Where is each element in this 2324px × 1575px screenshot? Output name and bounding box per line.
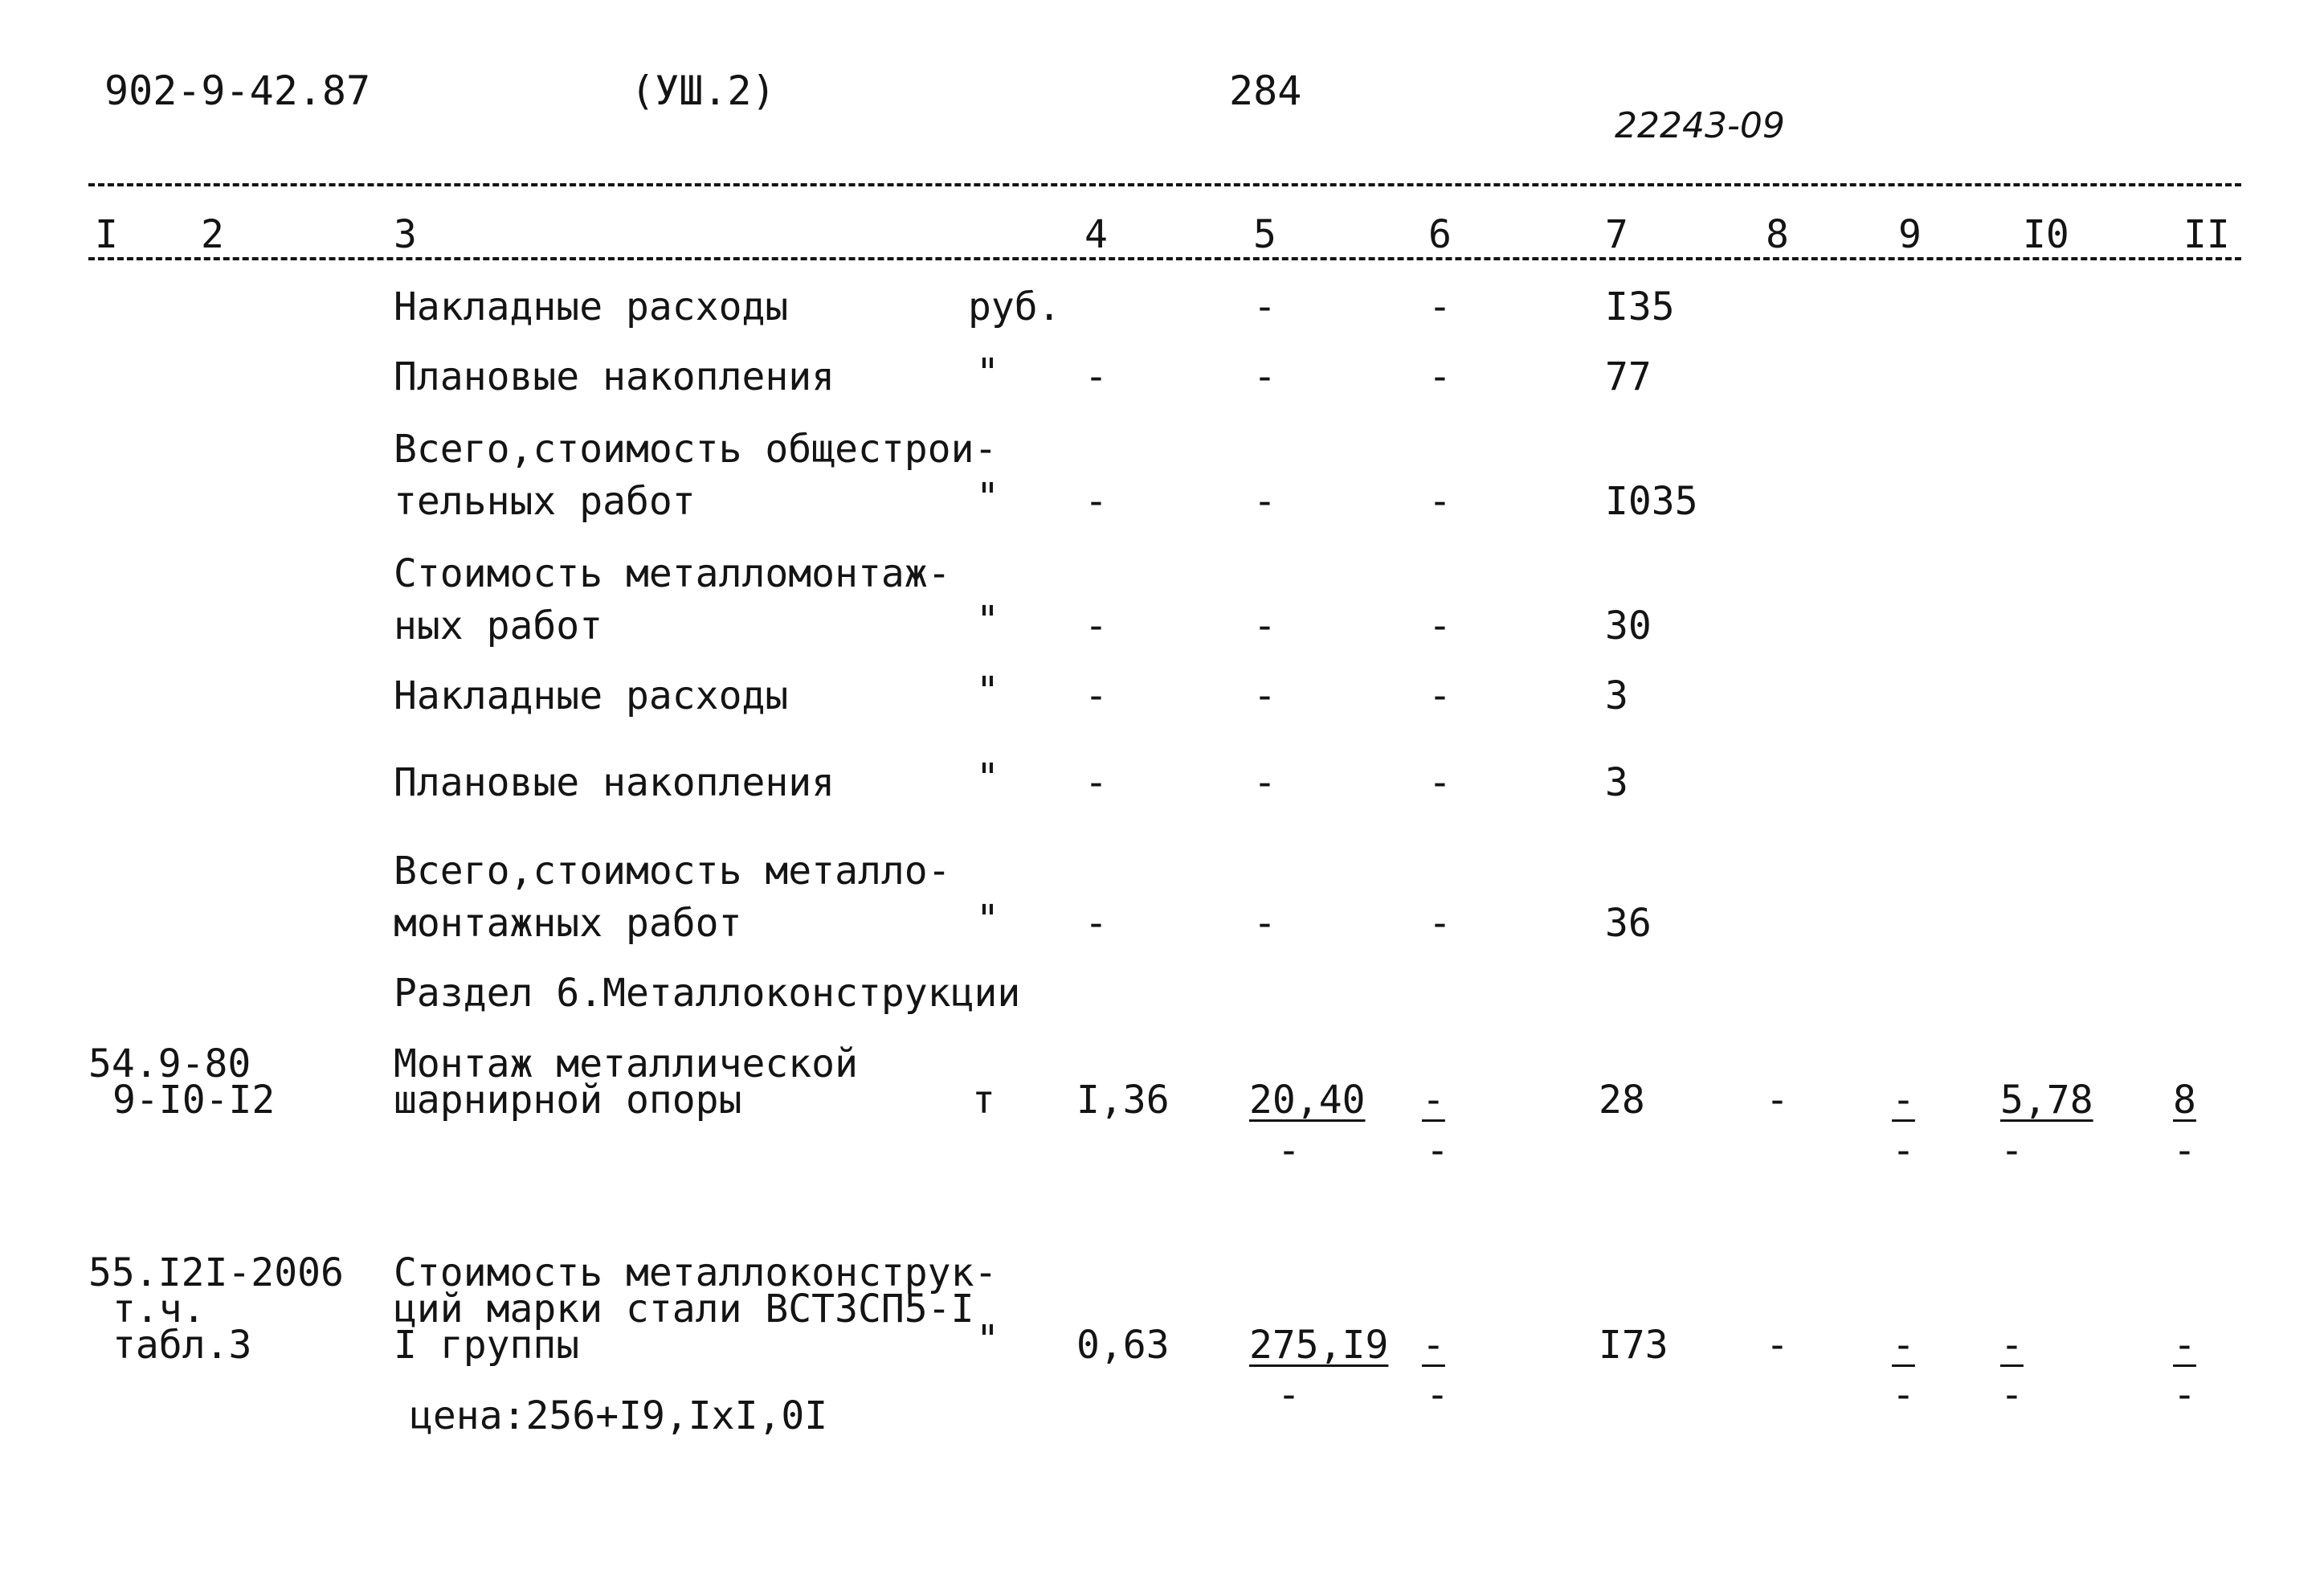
cell-col4: - <box>1084 354 1108 399</box>
row-description-line1: Стоимость металломонтаж- <box>394 551 951 596</box>
section-code: (УШ.2) <box>631 68 776 114</box>
price-note: цена:256+I9,IxI,0I <box>410 1393 828 1438</box>
cell-col9: - <box>1892 1078 1915 1123</box>
cell-col6: - <box>1428 901 1452 946</box>
row-description: Накладные расходы <box>394 673 789 718</box>
row-description: Накладные расходы <box>394 284 789 329</box>
cell-sub-col6: - <box>1426 1128 1449 1173</box>
cell-col5: - <box>1253 603 1276 648</box>
row-description-line3: I группы <box>394 1323 580 1368</box>
archive-stamp-number: 22243-09 <box>1615 105 1785 146</box>
cell-col6: - <box>1428 354 1452 399</box>
row-unit: " <box>976 475 999 520</box>
cell-col5: - <box>1253 901 1276 946</box>
cell-sub-col10: - <box>2000 1372 2024 1418</box>
cell-col6: - <box>1428 479 1452 524</box>
cell-col9: - <box>1892 1323 1915 1368</box>
cell-col7: 28 <box>1599 1078 1645 1123</box>
column-number: 8 <box>1766 212 1789 257</box>
cell-col4: - <box>1084 673 1108 718</box>
row-description-line2: монтажных работ <box>394 901 742 946</box>
cell-col11: 8 <box>2173 1078 2196 1123</box>
cell-sub-col9: - <box>1892 1128 1915 1173</box>
cell-sub-col11: - <box>2173 1128 2196 1173</box>
cell-sub-col10: - <box>2000 1128 2024 1173</box>
row-description: Плановые накопления <box>394 760 835 805</box>
cell-col4-quantity: 0,63 <box>1076 1323 1170 1368</box>
column-number: 4 <box>1084 212 1108 257</box>
cell-col7: 36 <box>1605 901 1652 946</box>
row-unit: " <box>976 897 999 942</box>
item-code-line1: 55.I2I-2006 <box>88 1250 344 1295</box>
row-unit: т <box>972 1078 995 1123</box>
cell-sub-col5: - <box>1277 1372 1301 1418</box>
cell-col4-quantity: I,36 <box>1076 1078 1170 1123</box>
cell-col6: - <box>1428 284 1452 329</box>
row-description-line1: Монтаж металлической <box>394 1041 858 1086</box>
cell-col10: - <box>2000 1323 2024 1368</box>
row-description-line1: Стоимость металлоконструк- <box>394 1250 998 1295</box>
column-number: 7 <box>1605 212 1628 257</box>
row-unit: " <box>976 1317 999 1362</box>
cell-col4: - <box>1084 760 1108 805</box>
column-header-dashed-rule <box>88 257 2241 260</box>
cell-sub-col9: - <box>1892 1372 1915 1418</box>
cell-col5: - <box>1253 760 1276 805</box>
column-number: 5 <box>1253 212 1276 257</box>
row-description-line2: ций марки стали ВСТ3СП5-I <box>394 1287 974 1332</box>
cell-col8: - <box>1766 1323 1789 1368</box>
cell-col6: - <box>1428 673 1452 718</box>
cell-col6: - <box>1428 760 1452 805</box>
row-unit: руб. <box>968 284 1061 329</box>
cell-col5: 20,40 <box>1249 1078 1366 1123</box>
cell-col7: I73 <box>1599 1323 1668 1368</box>
cell-col4: - <box>1084 901 1108 946</box>
cell-col7: 3 <box>1605 673 1628 718</box>
cell-col7: 77 <box>1605 354 1652 399</box>
row-description-line2: ных работ <box>394 603 603 648</box>
cell-col5: - <box>1253 479 1276 524</box>
column-number: II <box>2183 212 2230 257</box>
column-number: 3 <box>394 212 417 257</box>
document-code: 902-9-42.87 <box>104 68 371 114</box>
item-code-line1: 54.9-80 <box>88 1041 251 1086</box>
page-number: 284 <box>1229 68 1302 114</box>
cell-col7: 30 <box>1605 603 1652 648</box>
column-number: I <box>95 212 118 257</box>
column-number: 2 <box>201 212 224 257</box>
row-unit: " <box>976 669 999 714</box>
top-dashed-rule <box>88 183 2241 186</box>
cell-col8: - <box>1766 1078 1789 1123</box>
cell-col5: - <box>1253 354 1276 399</box>
row-unit: " <box>976 598 999 643</box>
cell-col11: - <box>2173 1323 2196 1368</box>
row-description-line1: Всего,стоимость металло- <box>394 849 951 894</box>
row-description-line1: Всего,стоимость общестрои- <box>394 427 998 472</box>
row-description: Плановые накопления <box>394 354 835 399</box>
cell-col6: - <box>1422 1078 1445 1123</box>
cell-col5: 275,I9 <box>1249 1323 1389 1368</box>
cell-col7: I035 <box>1605 479 1698 524</box>
cell-col4: - <box>1084 479 1108 524</box>
cell-col6: - <box>1428 603 1452 648</box>
column-number: I0 <box>2023 212 2069 257</box>
item-code-line3: табл.3 <box>112 1323 252 1368</box>
row-description-line2: тельных работ <box>394 479 696 524</box>
cell-sub-col5: - <box>1277 1128 1301 1173</box>
cell-col10: 5,78 <box>2000 1078 2093 1123</box>
cell-col7: I35 <box>1605 284 1675 329</box>
section-title: Раздел 6.Металлоконструкции <box>394 971 1021 1016</box>
cell-col4: - <box>1084 603 1108 648</box>
item-code-line2: т.ч. <box>112 1287 206 1332</box>
cell-sub-col11: - <box>2173 1372 2196 1418</box>
cell-col6: - <box>1422 1323 1445 1368</box>
row-description-line2: шарнирной опоры <box>394 1078 742 1123</box>
column-number: 6 <box>1428 212 1452 257</box>
cell-col5: - <box>1253 284 1276 329</box>
column-number: 9 <box>1898 212 1922 257</box>
cell-sub-col6: - <box>1426 1372 1449 1418</box>
row-unit: " <box>976 755 999 800</box>
cell-col7: 3 <box>1605 760 1628 805</box>
cell-col5: - <box>1253 673 1276 718</box>
item-code-line2: 9-I0-I2 <box>112 1078 276 1123</box>
row-unit: " <box>976 350 999 395</box>
